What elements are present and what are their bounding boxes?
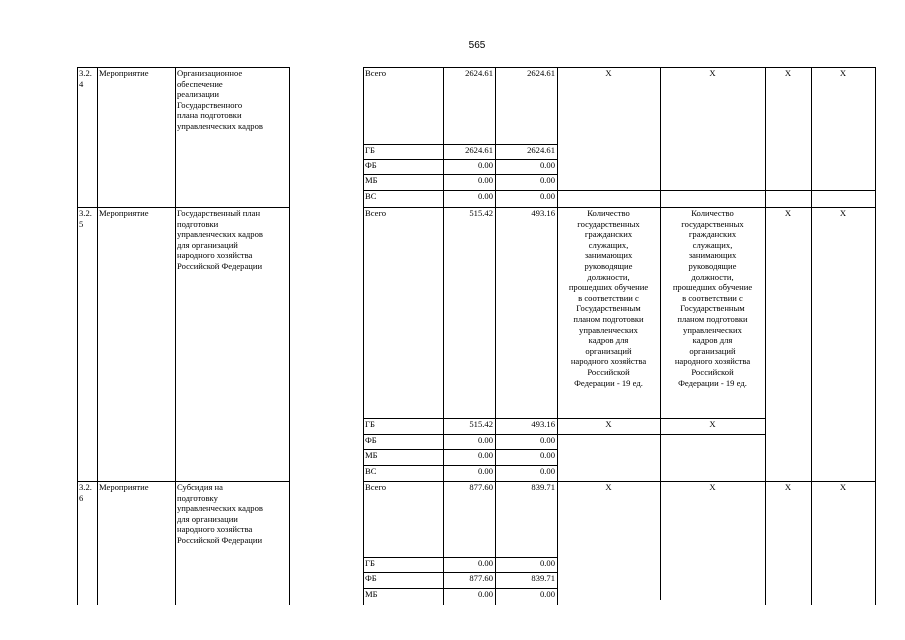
- indicator-actual-sub: X: [709, 419, 716, 429]
- funding-source: ВС: [365, 191, 377, 201]
- funding-source: ГБ: [365, 145, 375, 155]
- amount-actual: 493.16: [531, 419, 555, 429]
- table-rule: [765, 67, 766, 605]
- row-name: Субсидия на подготовку управленческих кадров для организации народного хозяйства Российской Федерации: [177, 482, 263, 545]
- amount-actual: 2624.61: [527, 145, 555, 155]
- funding-source: ФБ: [365, 160, 377, 170]
- indicator-planned: Количество государственных гражданских служащих, занимающих руководящие должности, прошедших обучение в соответствии с Государственным планом подготовки управленческих кадров для организаций народного хозяйства Российской Федерации - 19 ед.: [568, 208, 649, 388]
- amount-actual: 0.00: [539, 589, 555, 599]
- row-number: 3.2. 4: [79, 68, 92, 89]
- row-kind: Мероприятие: [99, 68, 149, 78]
- amount-planned: 515.42: [469, 208, 493, 218]
- amount-planned: 2624.61: [465, 68, 493, 78]
- row-number: 3.2. 6: [79, 482, 92, 503]
- indicator-actual: X: [709, 482, 716, 492]
- table-rule: [875, 67, 876, 605]
- page-number: 565: [468, 40, 486, 51]
- status-mark: X: [784, 208, 792, 218]
- amount-planned: 0.00: [477, 191, 493, 201]
- amount-actual: 0.00: [539, 175, 555, 185]
- amount-actual: 839.71: [531, 482, 555, 492]
- funding-source: Всего: [365, 482, 387, 492]
- funding-source: МБ: [365, 175, 378, 185]
- funding-source: МБ: [365, 450, 378, 460]
- row-kind: Мероприятие: [99, 482, 149, 492]
- amount-planned: 2624.61: [465, 145, 493, 155]
- status-mark: X: [839, 208, 847, 218]
- funding-source: Всего: [365, 208, 387, 218]
- funding-source: ГБ: [365, 558, 375, 568]
- amount-actual: 2624.61: [527, 68, 555, 78]
- amount-actual: 493.16: [531, 208, 555, 218]
- funding-source: ГБ: [365, 419, 375, 429]
- funding-source: ВС: [365, 466, 377, 476]
- amount-actual: 0.00: [539, 558, 555, 568]
- table-rule: [289, 67, 290, 605]
- indicator-planned: X: [605, 482, 612, 492]
- row-kind: Мероприятие: [99, 208, 149, 218]
- funding-source: ФБ: [365, 435, 377, 445]
- amount-planned: 515.42: [469, 419, 493, 429]
- amount-actual: 0.00: [539, 191, 555, 201]
- amount-planned: 0.00: [477, 589, 493, 599]
- funding-source: ФБ: [365, 573, 377, 583]
- amount-actual: 0.00: [539, 160, 555, 170]
- row-number: 3.2. 5: [79, 208, 92, 229]
- amount-actual: 0.00: [539, 466, 555, 476]
- row-name: Государственный план подготовки управленческих кадров для организаций народного хозяйства Российской Федерации: [177, 208, 263, 271]
- status-mark: X: [839, 482, 847, 492]
- indicator-planned: X: [605, 68, 612, 78]
- indicator-actual: X: [709, 68, 716, 78]
- amount-planned: 0.00: [477, 466, 493, 476]
- amount-planned: 0.00: [477, 175, 493, 185]
- status-mark: X: [784, 482, 792, 492]
- status-mark: X: [839, 68, 847, 78]
- amount-actual: 0.00: [539, 435, 555, 445]
- amount-planned: 877.60: [469, 573, 493, 583]
- amount-planned: 0.00: [477, 435, 493, 445]
- amount-planned: 0.00: [477, 160, 493, 170]
- table-rule: [811, 67, 812, 605]
- indicator-actual: Количество государственных гражданских служащих, занимающих руководящие должности, прошедших обучение в соответствии с Государственным планом подготовки управленческих кадров для организаций народного хозяйства Российской Федерации - 19 ед.: [672, 208, 753, 388]
- row-name: Организационное обеспечение реализации Государственного плана подготовки управленческих кадров: [177, 68, 263, 131]
- status-mark: X: [784, 68, 792, 78]
- funding-source: Всего: [365, 68, 387, 78]
- amount-planned: 0.00: [477, 558, 493, 568]
- amount-actual: 839.71: [531, 573, 555, 583]
- amount-planned: 0.00: [477, 450, 493, 460]
- amount-actual: 0.00: [539, 450, 555, 460]
- funding-source: МБ: [365, 589, 378, 599]
- indicator-planned-sub: X: [605, 419, 612, 429]
- amount-planned: 877.60: [469, 482, 493, 492]
- table-rule: [557, 434, 766, 435]
